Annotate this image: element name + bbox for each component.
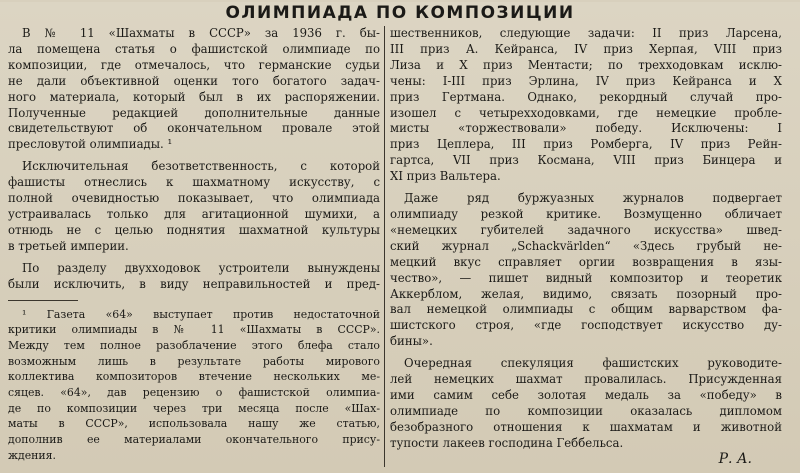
text-line: лей немецких шахмат провалилась. Присужденная <box>390 372 782 387</box>
text-line: Даже ряд буржуазных журналов подвергает <box>404 191 782 206</box>
author-signature: Р. А. <box>718 451 752 467</box>
text-line: XI приз Вальтера. <box>390 169 501 184</box>
text-line: чены: I-III приз Эрлина, IV приз Кейранса и X <box>390 73 782 88</box>
text-line: Исключительная безответственность, с которой <box>22 159 380 174</box>
text-line: отнюдь не с целью поднятия шахматной культуры <box>8 222 380 237</box>
text-line: По разделу двухходовок устроители вынуждены <box>22 260 380 275</box>
text-line: бины». <box>390 334 433 349</box>
article-title: ОЛИМПИАДА ПО КОМПОЗИЦИИ <box>225 3 575 23</box>
text-line: шистского строя, «где господствует искусство ду- <box>390 318 782 333</box>
text-line: В № 11 «Шахматы в СССР» за 1936 г. бы- <box>22 26 380 40</box>
text-line: ими самим себе золотая медаль за «победу» в <box>390 387 782 402</box>
text-line: были исключить, в виду неправильностей и пред- <box>8 276 380 291</box>
text-line: полной очевидностью показывает, что олимпиада <box>8 191 380 206</box>
left-column <box>8 26 380 473</box>
article-page <box>0 2 800 473</box>
text-line: приз Цеплера, III приз Ромберга, IV приз Рейн- <box>390 137 782 152</box>
right-column <box>390 26 782 473</box>
text-line: Аккерблом, желая, видимо, связать позорный про- <box>390 286 782 301</box>
text-line: пресловутой олимпиады. ¹ <box>8 137 173 152</box>
text-line: чество», — пишет видный композитор и теоретик <box>390 270 782 285</box>
footnote-line: сяцев. «64», дав рецензию о фашистской олимпиа- <box>8 386 380 400</box>
text-line: изошел с четырехходовками, где немецкие пробле- <box>390 105 782 120</box>
text-line: в третьей империи. <box>8 238 129 253</box>
text-line: мисты «торжествовали» победу. Исключены: I <box>390 121 782 136</box>
footnote-line: коллектива композиторов втечение нескольких ме- <box>8 370 380 384</box>
text-line: тупости лакеев господина Геббельса. <box>390 435 624 450</box>
text-line: олимпиаду резкой критике. Возмущенно обличает <box>390 206 782 221</box>
footnote-line: Между тем полное разоблачение этого блефа стало <box>8 338 380 352</box>
text-line: приз Гертмана. Однако, рекордный случай про- <box>390 89 782 104</box>
text-line: свидетельствуют об окончательном провале этой <box>8 121 380 136</box>
footnote-line: возможным лишь в результате работы мирового <box>8 354 380 368</box>
text-line: ного материала, который был в их распоряжении. <box>8 89 380 104</box>
text-line: безобразного отношения к шахматам и животной <box>390 419 782 434</box>
footnote <box>8 307 380 464</box>
text-line: гартса, VII приз Космана, VIII приз Бинцера и <box>390 153 782 168</box>
footnote-line: ждения. <box>8 448 57 462</box>
text-line: фашисты отнеслись к шахматному искусству, с <box>8 175 380 190</box>
text-line: мецкий вкус справляет оргии возвращения в язы- <box>390 254 782 269</box>
text-line: композиции, где отмечалось, что германские судьи <box>8 57 380 72</box>
footnote-line: дополнив ее материалами окончательного прису- <box>8 433 380 447</box>
text-line: ский журнал „Schackvärlden“ «Здесь грубый не- <box>390 238 782 253</box>
footnote-line: критики олимпиады в № 11 «Шахматы в СССР». <box>8 323 380 337</box>
footnote-line: ¹ Газета «64» выступает против недостаточной <box>22 307 380 321</box>
text-line: шественников, следующие задачи: II приз Ларсена, <box>390 26 782 40</box>
footnote-line: де по композиции через три месяца после «Шах- <box>8 401 380 415</box>
footnote-rule <box>8 300 78 301</box>
footnote-line: маты в СССР», использовала нашу же статью, <box>8 417 380 431</box>
text-line: не дали объективной оценки того богатого задач- <box>8 73 380 88</box>
text-line: устраивалась только для агитационной шумихи, а <box>8 206 380 221</box>
text-line: олимпиаде по композиции оказалась дипломом <box>390 403 782 418</box>
text-line: Лиза и X приз Ментасти; по трехходовкам исклю- <box>390 57 782 72</box>
text-line: ла помещена статья о фашистской олимпиаде по <box>8 41 380 56</box>
article-columns <box>8 26 792 473</box>
text-line: вал немецкой олимпиады с общим варварством фа- <box>390 302 782 317</box>
text-line: Очередная спекуляция фашистских руководите- <box>404 356 782 371</box>
text-line: III приз А. Кейранса, IV приз Херпая, VIII приз <box>390 41 782 56</box>
column-divider <box>384 26 385 467</box>
text-line: Полученные редакцией дополнительные данные <box>8 105 380 120</box>
text-line: «немецких губителей задачного искусства» швед- <box>390 222 782 237</box>
